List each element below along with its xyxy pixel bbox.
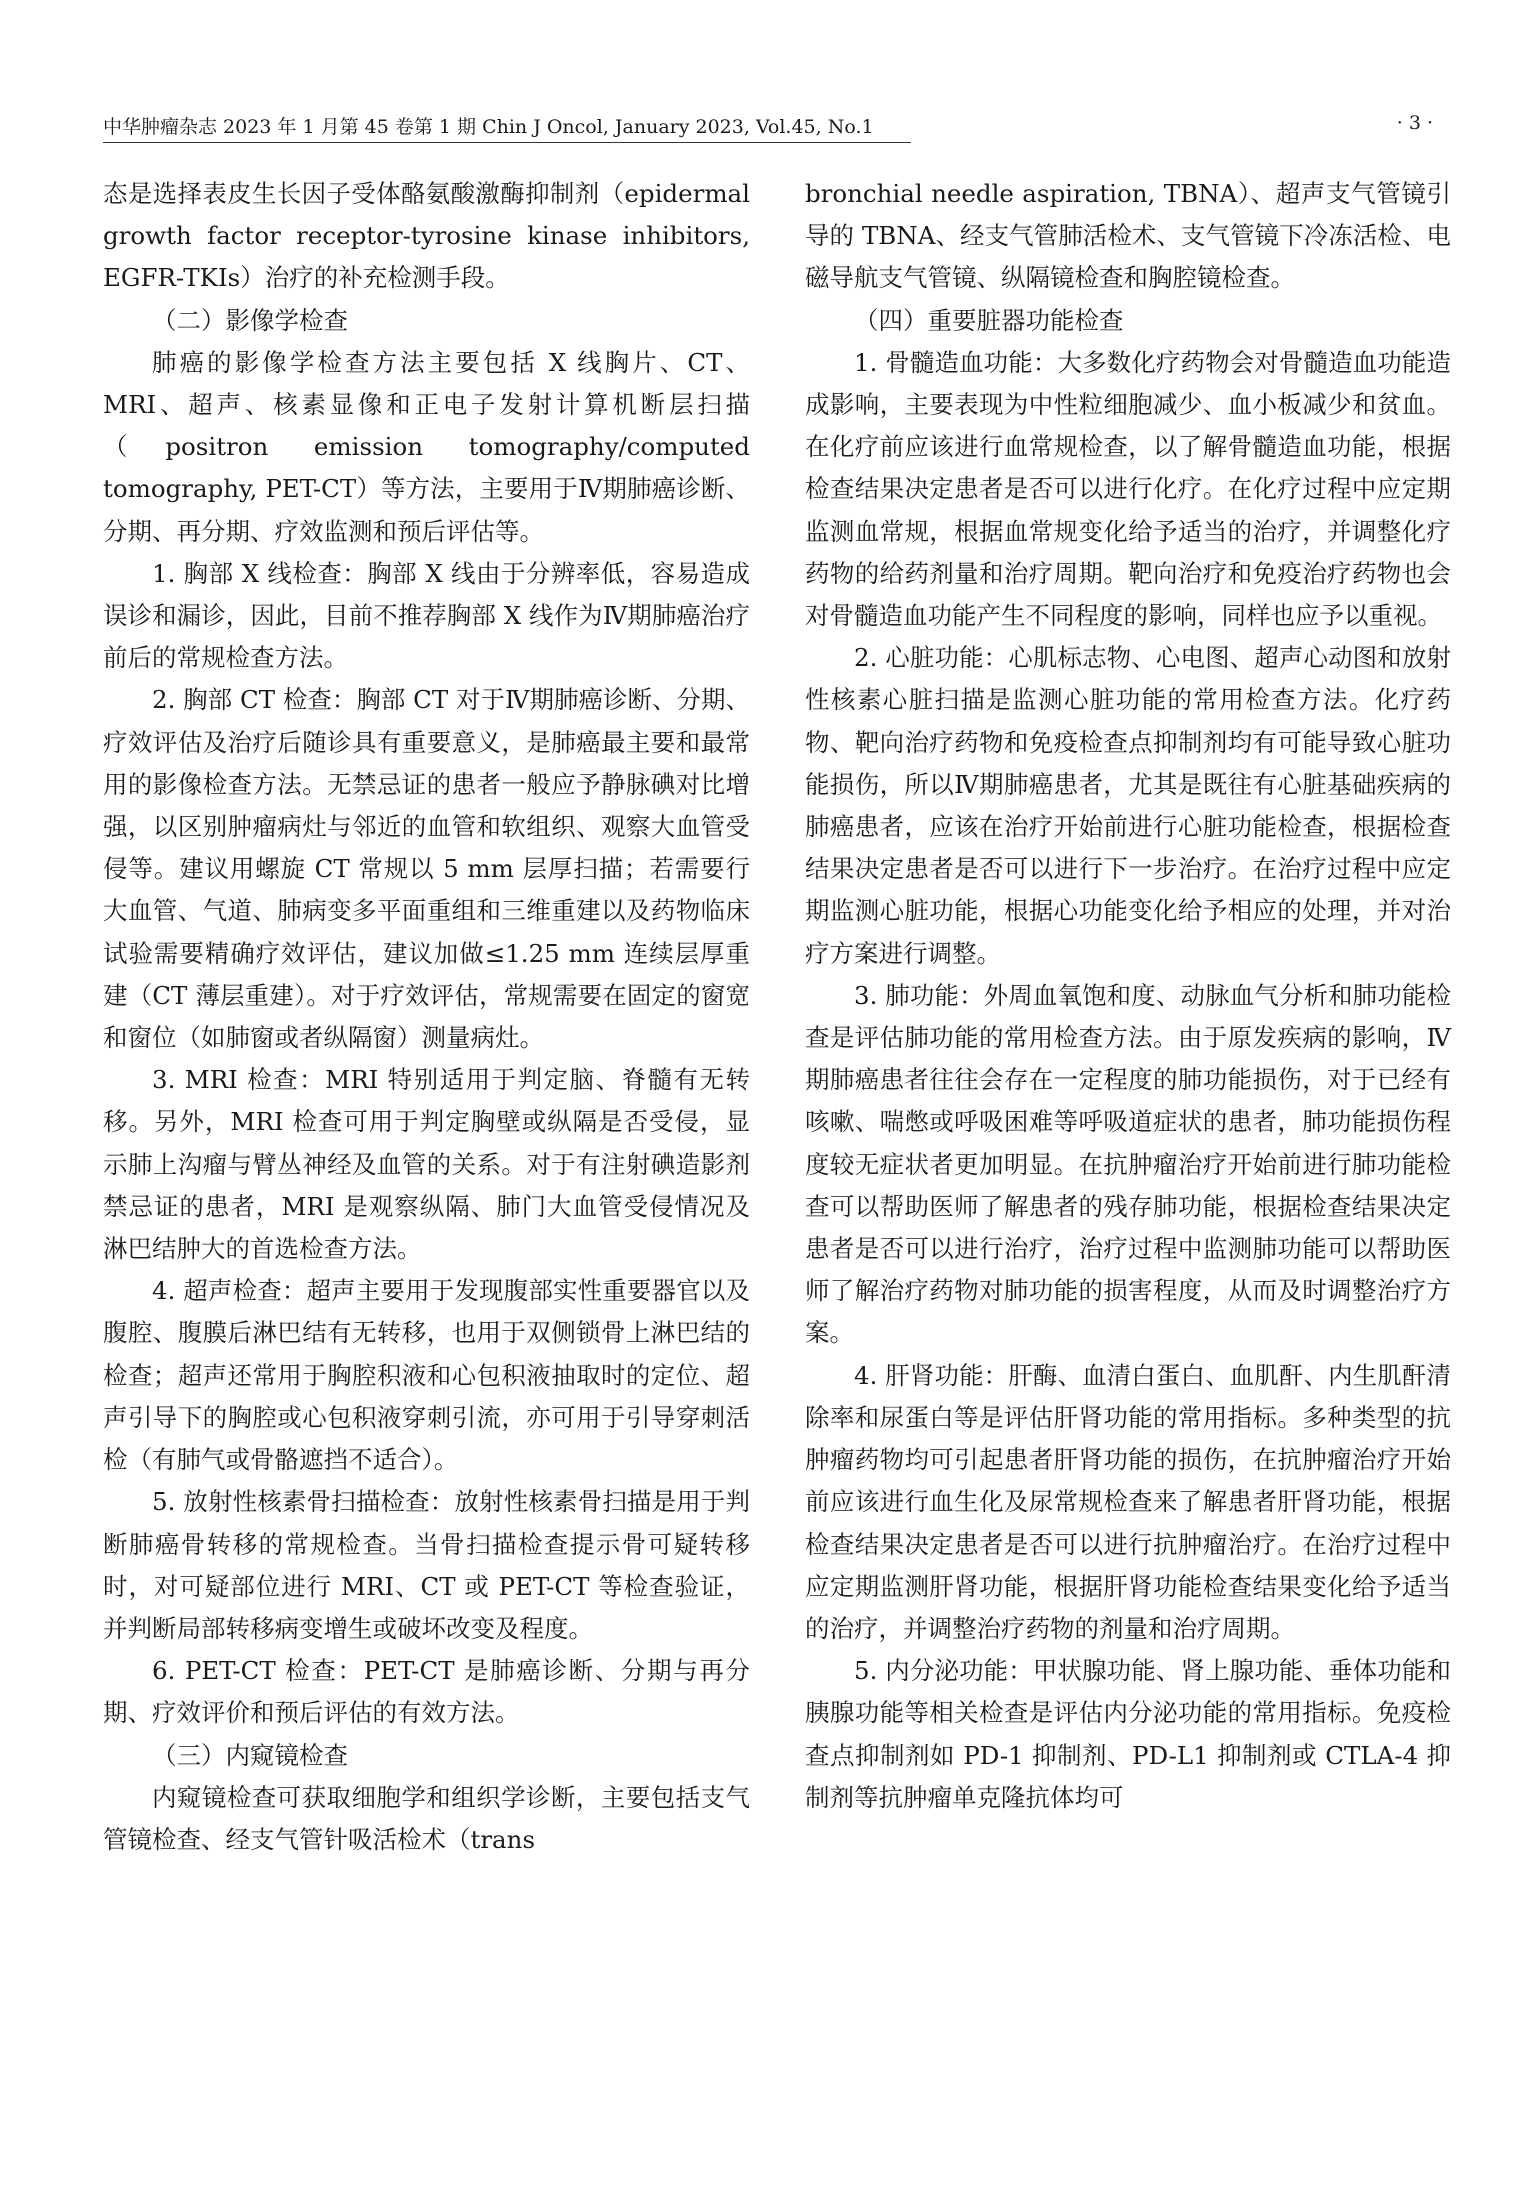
- header-rule: [103, 142, 911, 143]
- paragraph: 4. 超声检查：超声主要用于发现腹部实性重要器官以及腹腔、腹膜后淋巴结有无转移，也用于双侧锁骨上淋巴结的检查；超声还常用于胸腔积液和心包积液抽取时的定位、超声引导下的胸腔或心包积液穿刺引流，亦可用于引导穿刺活检（有肺气或骨骼遮挡不适合）。: [103, 1276, 750, 1475]
- paragraph: 2. 心脏功能：心肌标志物、心电图、超声心动图和放射性核素心脏扫描是监测心脏功能的常用检查方法。化疗药物、靶向治疗药物和免疫检查点抑制剂均有可能导致心脏功能损伤，所以Ⅳ期肺癌患者，尤其是既往有心脏基础疾病的肺癌患者，应该在治疗开始前进行心脏功能检查，根据检查结果决定患者是否可以进行下一步治疗。在治疗过程中应定期监测心脏功能，根据心功能变化给予相应的处理，并对治疗方案进行调整。: [805, 643, 1451, 968]
- paragraph: 6. PET-CT 检查：PET-CT 是肺癌诊断、分期与再分期、疗效评价和预后评估的有效方法。: [103, 1656, 750, 1728]
- right-column: [805, 173, 1451, 1819]
- paragraph: 1. 骨髓造血功能：大多数化疗药物会对骨髓造血功能造成影响，主要表现为中性粒细胞减少、血小板减少和贫血。在化疗前应该进行血常规检查，以了解骨髓造血功能，根据检查结果决定患者是否可以进行化疗。在化疗过程中应定期监测血常规，根据血常规变化给予适当的治疗，并调整化疗药物的给药剂量和治疗周期。靶向治疗和免疫治疗药物也会对骨髓造血功能产生不同程度的影响，同样也应予以重视。: [805, 347, 1451, 631]
- paragraph: 3. 肺功能：外周血氧饱和度、动脉血气分析和肺功能检查是评估肺功能的常用检查方法。由于原发疾病的影响，Ⅳ期肺癌患者往往会存在一定程度的肺功能损伤，对于已经有咳嗽、喘憋或呼吸困难等呼吸道症状的患者，肺功能损伤程度较无症状者更加明显。在抗肿瘤治疗开始前进行肺功能检查可以帮助医师了解患者的残存肺功能，根据检查结果决定患者是否可以进行治疗，治疗过程中监测肺功能可以帮助医师了解治疗药物对肺功能的损害程度，从而及时调整治疗方案。: [805, 980, 1451, 1348]
- journal-citation: 中华肿瘤杂志 2023 年 1 月第 45 卷第 1 期 Chin J Oncol, January 2023, Vol.45, No.1: [103, 116, 874, 138]
- paragraph: 4. 肝肾功能：肝酶、血清白蛋白、血肌酐、内生肌酐清除率和尿蛋白等是评估肝肾功能的常用指标。多种类型的抗肿瘤药物均可引起患者肝肾功能的损伤，在抗肿瘤治疗开始前应该进行血生化及尿常规检查来了解患者肝肾功能，根据检查结果决定患者是否可以进行抗肿瘤治疗。在治疗过程中应定期监测肝肾功能，根据肝肾功能检查结果变化给予适当的治疗，并调整治疗药物的剂量和治疗周期。: [805, 1360, 1451, 1643]
- section-heading: （三）内窥镜检查: [152, 1740, 348, 1770]
- section-heading: （二）影像学检查: [152, 305, 348, 335]
- paragraph: 内窥镜检查可获取细胞学和组织学诊断，主要包括支气管镜检查、经支气管针吸活检术（trans: [103, 1782, 750, 1854]
- paragraph: 5. 放射性核素骨扫描检查：放射性核素骨扫描是用于判断肺癌骨转移的常规检查。当骨扫描检查提示骨可疑转移时，对可疑部位进行 MRI、CT 或 PET-CT 等检查验证，并判断局部转移病变增生或破坏改变及程度。: [103, 1487, 750, 1643]
- paragraph: 2. 胸部 CT 检查：胸部 CT 对于Ⅳ期肺癌诊断、分期、疗效评估及治疗后随诊具有重要意义，是肺癌最主要和最常用的影像检查方法。无禁忌证的患者一般应予静脉碘对比增强，以区别肿瘤病灶与邻近的血管和软组织、观察大血管受侵等。建议用螺旋 CT 常规以 5 mm 层厚扫描；若需要行大血管、气道、肺病变多平面重组和三维重建以及药物临床试验需要精确疗效评估，建议加做≤1.25 mm 连续层厚重建（CT 薄层重建）。对于疗效评估，常规需要在固定的窗宽和窗位（如肺窗或者纵隔窗）测量病灶。: [103, 685, 750, 1053]
- paragraph: 态是选择表皮生长因子受体酪氨酸激酶抑制剂（epidermal growth factor receptor-tyrosine kinase inhibitors, EGFR-TKIs）治疗的补充检测手段。: [103, 179, 750, 293]
- paragraph: 5. 内分泌功能：甲状腺功能、肾上腺功能、垂体功能和胰腺功能等相关检查是评估内分泌功能的常用指标。免疫检查点抑制剂如 PD-1 抑制剂、PD-L1 抑制剂或 CTLA-4 抑制剂等抗肿瘤单克隆抗体均可: [805, 1656, 1451, 1812]
- paragraph: 肺癌的影像学检查方法主要包括 X 线胸片、CT、MRI、超声、核素显像和正电子发射计算机断层扫描（positron emission tomography/computed tomography, PET-CT）等方法，主要用于Ⅳ期肺癌诊断、分期、再分期、疗效监测和预后评估等。: [103, 347, 750, 546]
- page-number: · 3 ·: [1396, 112, 1433, 134]
- section-heading: （四）重要脏器功能检查: [854, 305, 1124, 335]
- running-header: [103, 112, 1433, 146]
- left-column: [103, 173, 750, 1861]
- paragraph: bronchial needle aspiration, TBNA）、超声支气管镜引导的 TBNA、经支气管肺活检术、支气管镜下冷冻活检、电磁导航支气管镜、纵隔镜检查和胸腔镜检查。: [805, 179, 1451, 293]
- paragraph: 1. 胸部 X 线检查：胸部 X 线由于分辨率低，容易造成误诊和漏诊，因此，目前不推荐胸部 X 线作为Ⅳ期肺癌治疗前后的常规检查方法。: [103, 558, 750, 673]
- paragraph: 3. MRI 检查：MRI 特别适用于判定脑、脊髓有无转移。另外，MRI 检查可用于判定胸壁或纵隔是否受侵，显示肺上沟瘤与臂丛神经及血管的关系。对于有注射碘造影剂禁忌证的患者，MRI 是观察纵隔、肺门大血管受侵情况及淋巴结肿大的首选检查方法。: [103, 1065, 750, 1264]
